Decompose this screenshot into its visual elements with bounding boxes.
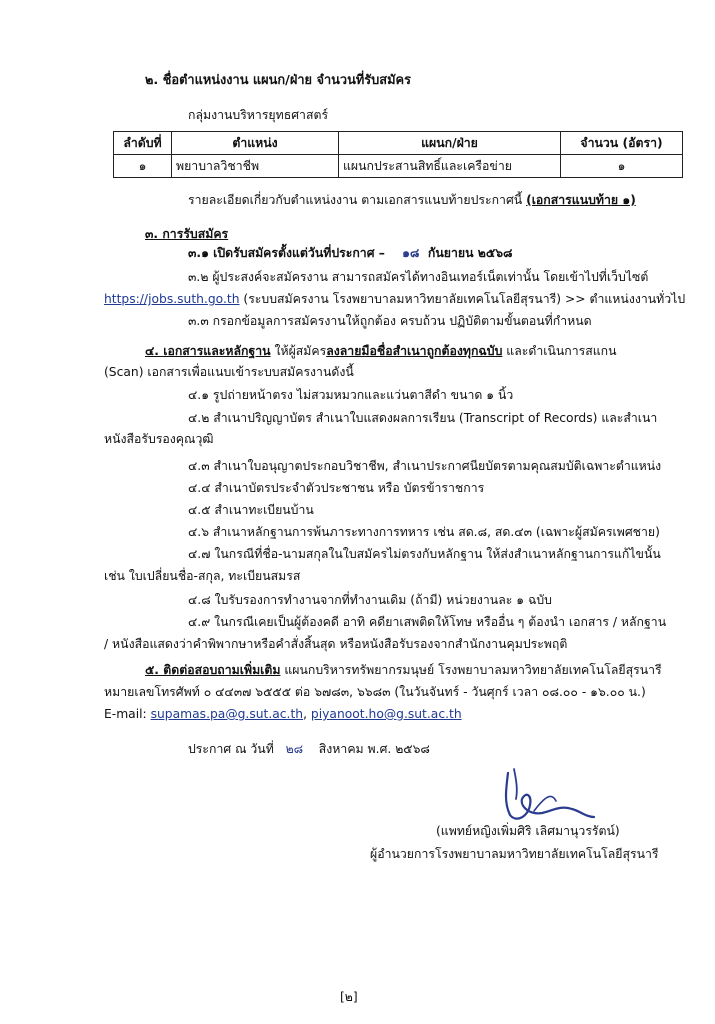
table-row	[114, 155, 683, 178]
doc-item-9a: ๔.๙ ในกรณีเคยเป็นผู้ต้องคดี อาทิ คดียาเสพติดให้โทษ หรืออื่น ๆ ต้องนำ เอกสาร / หลักฐาน	[188, 615, 667, 629]
positions-table	[113, 131, 683, 178]
header-order: ลำดับที่	[114, 132, 172, 155]
section2-detail	[188, 193, 636, 208]
doc-item-4: ๔.๔ สำเนาบัตรประจำตัวประชาชน หรือ บัตรข้าราชการ	[188, 481, 485, 495]
announce-day: ๒๘	[285, 742, 304, 756]
header-department: แผนก/ฝ่าย	[339, 132, 561, 155]
signatory-name: (แพทย์หญิงเพิ่มศิริ เลิศมานุวรรัตน์)	[436, 824, 620, 838]
jobs-link[interactable]: https://jobs.suth.go.th	[104, 292, 240, 306]
announce-prefix: ประกาศ ณ วันที่	[188, 742, 274, 756]
section3-item1	[188, 246, 512, 261]
doc-item-9b: / หนังสือแสดงว่าคำพิพากษาหรือคำสั่งสิ้นสุด หรือหนังสือรับรองจากสำนักงานคุมประพฤติ	[104, 637, 568, 651]
item1-day: ๑๘	[402, 246, 420, 260]
section5-line1	[145, 663, 662, 678]
cell-position: พยาบาลวิชาชีพ	[172, 155, 339, 178]
doc-item-2a: ๔.๒ สำเนาปริญญาบัตร สำเนาใบแสดงผลการเรียน (Transcript of Records) และสำเนา	[188, 411, 658, 425]
section4-intro-line2: (Scan) เอกสารเพื่อแนบเข้าระบบสมัครงานดังนี้	[104, 365, 354, 379]
section5-phone: หมายเลขโทรศัพท์ ๐ ๔๔๓๗ ๖๕๕๕ ต่อ ๖๗๘๓, ๖๖๘๓ (ในวันจันทร์ - วันศุกร์ เวลา ๐๘.๐๐ - ๑๖.๐๐ น.)	[104, 685, 646, 699]
email-link-1[interactable]: supamas.pa@g.sut.ac.th	[150, 707, 304, 721]
section2-group: กลุ่มงานบริหารยุทธศาสตร์	[188, 108, 329, 122]
cell-order: ๑	[114, 155, 172, 178]
section5-text: แผนกบริหารทรัพยากรมนุษย์ โรงพยาบาลมหาวิทยาลัยเทคโนโลยีสุรนารี	[280, 663, 662, 677]
header-count: จำนวน (อัตรา)	[561, 132, 683, 155]
doc-item-2b: หนังสือรับรองคุณวุฒิ	[104, 432, 214, 446]
detail-text: รายละเอียดเกี่ยวกับตำแหน่งงาน ตามเอกสารแนบท้ายประกาศนี้	[188, 193, 527, 207]
signature-image	[490, 765, 600, 827]
cell-count: ๑	[561, 155, 683, 178]
item1-label: ๓.๑ เปิดรับสมัครตั้งแต่วันที่ประกาศ –	[188, 246, 385, 260]
section4-intro	[145, 344, 617, 359]
section3-heading	[145, 227, 228, 242]
announce-date	[188, 742, 430, 757]
section3-heading-text: ๓. การรับสมัคร	[145, 227, 229, 241]
doc-item-3: ๔.๓ สำเนาใบอนุญาตประกอบวิชาชีพ, สำเนาประกาศนียบัตรตามคุณสมบัติเฉพาะตำแหน่ง	[188, 459, 662, 473]
intro-b: และดำเนินการสแกน	[502, 344, 617, 358]
doc-item-7b: เช่น ใบเปลี่ยนชื่อ-สกุล, ทะเบียนสมรส	[104, 569, 301, 583]
section3-item2-line1: ๓.๒ ผู้ประสงค์จะสมัครงาน สามารถสมัครได้ทางอินเทอร์เน็ตเท่านั้น โดยเข้าไปที่เว็บไซต์	[188, 270, 649, 284]
doc-item-6: ๔.๖ สำเนาหลักฐานการพ้นภาระทางการทหาร เช่น สด.๘, สด.๔๓ (เฉพาะผู้สมัครเพศชาย)	[188, 525, 660, 539]
item1-month: กันยายน ๒๕๖๘	[427, 246, 513, 260]
doc-item-8: ๔.๘ ใบรับรองการทำงานจากที่ทำงานเดิม (ถ้ามี) หน่วยงานละ ๑ ฉบับ	[188, 593, 552, 607]
section5-heading: ๕. ติดต่อสอบถามเพิ่มเติม	[145, 663, 281, 677]
announce-month-year: สิงหาคม พ.ศ. ๒๕๖๘	[318, 742, 430, 756]
item2-rest: (ระบบสมัครงาน โรงพยาบาลมหาวิทยาลัยเทคโนโลยีสุรนารี) >> ตำแหน่งงานทั่วไป	[239, 292, 686, 306]
section3-item2-line2	[104, 292, 685, 307]
section5-email	[104, 707, 462, 722]
header-position: ตำแหน่ง	[172, 132, 339, 155]
signatory-position: ผู้อำนวยการโรงพยาบาลมหาวิทยาลัยเทคโนโลยีสุรนารี	[370, 847, 659, 861]
doc-item-5: ๔.๕ สำเนาทะเบียนบ้าน	[188, 503, 314, 517]
cell-department: แผนกประสานสิทธิ์และเครือข่าย	[339, 155, 561, 178]
table-header-row	[114, 132, 683, 155]
email-label: E-mail:	[104, 707, 151, 721]
detail-ref: (เอกสารแนบท้าย ๑)	[526, 193, 636, 207]
page-number: [๒]	[340, 990, 358, 1004]
email-link-2[interactable]: piyanoot.ho@g.sut.ac.th	[310, 707, 462, 721]
section3-item3: ๓.๓ กรอกข้อมูลการสมัครงานให้ถูกต้อง ครบถ้วน ปฏิบัติตามขั้นตอนที่กำหนด	[188, 314, 592, 328]
section4-heading: ๔. เอกสารและหลักฐาน	[145, 344, 271, 358]
intro-emph: ลงลายมือชื่อสำเนาถูกต้องทุกฉบับ	[326, 344, 503, 358]
email-sep: ,	[303, 707, 311, 721]
doc-item-1: ๔.๑ รูปถ่ายหน้าตรง ไม่สวมหมวกและแว่นตาสีดำ ขนาด ๑ นิ้ว	[188, 388, 514, 402]
intro-a: ให้ผู้สมัคร	[270, 344, 327, 358]
section2-heading: ๒. ชื่อตำแหน่งงาน แผนก/ฝ่าย จำนวนที่รับสมัคร	[145, 73, 411, 88]
doc-item-7a: ๔.๗ ในกรณีที่ชื่อ-นามสกุลในใบสมัครไม่ตรงกับหลักฐาน ให้ส่งสำเนาหลักฐานการแก้ไขนั้น	[188, 547, 661, 561]
